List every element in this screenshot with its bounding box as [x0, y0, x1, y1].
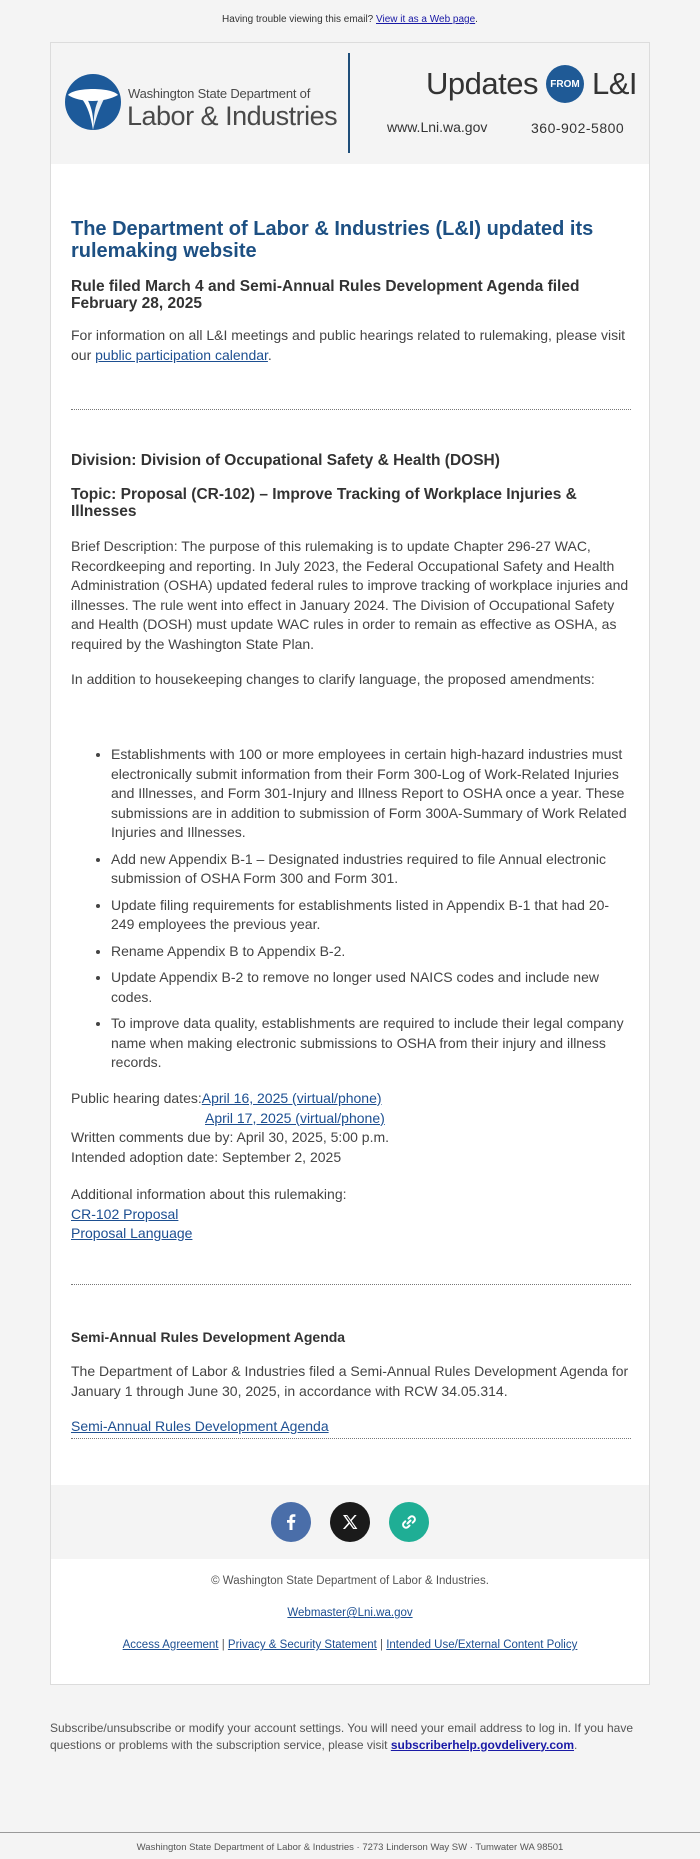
subscriber-help-link[interactable]: subscriberhelp.govdelivery.com [390, 1737, 575, 1752]
li-word: L&I [591, 66, 637, 101]
footer-divider [0, 1832, 700, 1833]
agenda-link[interactable]: Semi-Annual Rules Development Agenda [71, 1418, 329, 1434]
list-item: • Establishments with 100 or more employees in certain high-hazard industries must electronically submit information from their Form 300-Log of Work-Related Injuries and Illnesses, and Form 301-Injury and Illness Report to OSHA once a year. These submissions are in addition to submission of Form 300A-Summary of Work Related Injuries and Illnesses. [111, 745, 631, 843]
webmaster-email-link[interactable]: Webmaster@Lni.wa.gov [287, 1607, 413, 1619]
policy-links [51, 1639, 649, 1651]
agenda-text: The Department of Labor & Industries filed a Semi-Annual Rules Development Agenda for January 1 through June 30, 2025, in accordance with RCW 34.05.314. [71, 1363, 629, 1399]
header-url: www.Lni.wa.gov [387, 119, 488, 135]
topic-heading: Topic: Proposal (CR-102) – Improve Tracking of Workplace Injuries & Illnesses [71, 486, 577, 520]
amendments-intro: In addition to housekeeping changes to clarify language, the proposed amendments: [71, 671, 595, 687]
updates-word: Updates [426, 66, 538, 101]
hearing-date-link[interactable]: April 17, 2025 (virtual/phone) [205, 1109, 385, 1126]
sub-title: Rule filed March 4 and Semi-Annual Rules Development Agenda filed February 28, 2025 [71, 278, 580, 312]
agenda-heading: Semi-Annual Rules Development Agenda [71, 1329, 346, 1345]
section-divider [71, 409, 631, 410]
policy-separator: | [376, 1639, 387, 1651]
subscribe-text: Subscribe/unsubscribe or modify your account settings. You will need your email address to log in. If you have questions or problems with the subscription service, please visit [50, 1721, 633, 1752]
updates-banner [426, 65, 637, 103]
list-item: • To improve data quality, establishments are required to include their legal company name when making electronic submissions to OSHA from their injury and illness records. [111, 1014, 631, 1073]
intended-use-link[interactable]: Intended Use/External Content Policy [386, 1639, 578, 1651]
privacy-security-link[interactable]: Privacy & Security Statement [227, 1639, 377, 1651]
email-body [50, 42, 650, 1685]
cr-102-proposal-link[interactable]: CR-102 Proposal [71, 1205, 179, 1222]
intro-paragraph [71, 326, 631, 365]
x-twitter-icon[interactable] [330, 1502, 370, 1542]
access-agreement-link[interactable]: Access Agreement [122, 1639, 219, 1651]
section-divider [71, 1438, 631, 1439]
top-note-text: Having trouble viewing this email? [222, 14, 377, 25]
from-badge: FROM [546, 65, 584, 103]
view-web-page-link[interactable]: View it as a Web page [376, 14, 476, 25]
lni-logo-icon [64, 73, 122, 131]
webmaster-line [51, 1607, 649, 1619]
proposal-language-link[interactable]: Proposal Language [71, 1225, 193, 1241]
email-header [51, 43, 649, 164]
list-item: • Update filing requirements for establishments listed in Appendix B-1 that had 20-249 employees the previous year. [111, 896, 631, 935]
logo-agency-name: Labor & Industries [127, 101, 338, 131]
hearing-date-link[interactable]: April 16, 2025 (virtual/phone) [201, 1090, 382, 1106]
agenda-link-paragraph [71, 1417, 631, 1437]
subscribe-suffix: . [574, 1737, 578, 1752]
hearing-info [71, 1089, 631, 1167]
additional-info-label: Additional information about this rulemaking: [71, 1186, 347, 1202]
facebook-icon[interactable] [271, 1502, 311, 1542]
intro-suffix: . [267, 346, 272, 363]
subscribe-notice [50, 1720, 650, 1753]
main-title: The Department of Labor & Industries (L&I) updated its rulemaking website [71, 218, 594, 262]
list-item: • Add new Appendix B-1 – Designated industries required to file Annual electronic submission of OSHA Form 300 and Form 301. [111, 850, 631, 889]
amendments-list [71, 745, 631, 1080]
postal-address: Washington State Department of Labor & Industries · 7273 Linderson Way SW · Tumwater WA 98501 [136, 1842, 564, 1853]
top-note-suffix: . [475, 14, 478, 25]
copyright: © Washington State Department of Labor & Industries. [211, 1575, 489, 1587]
list-item: • Update Appendix B-2 to remove no longer used NAICS codes and include new codes. [111, 968, 631, 1007]
division-heading: Division: Division of Occupational Safety & Health (DOSH) [71, 452, 500, 469]
social-links [51, 1485, 649, 1559]
public-participation-calendar-link[interactable]: public participation calendar [95, 346, 268, 363]
policy-separator: | [218, 1639, 228, 1651]
header-divider [348, 53, 350, 153]
comments-due: Written comments due by: April 30, 2025, 5:00 p.m. [71, 1129, 390, 1145]
logo-dept-line: Washington State Department of [128, 86, 311, 101]
adoption-date: Intended adoption date: September 2, 2025 [71, 1148, 342, 1165]
top-note [0, 14, 700, 25]
rule-description: Brief Description: The purpose of this rulemaking is to update Chapter 296-27 WAC, Recordkeeping and reporting. In July 2023, the Federal Occupational Safety and Health Administration (OSHA) updated federal rules to improve tracking of workplace injuries and illnesses. The rule went into effect in January 2024. The Division of Occupational Safety and Health (DOSH) must update WAC rules in order to remain as effective as OSHA, as required by the Washington State Plan. [71, 538, 629, 652]
header-phone: 360-902-5800 [531, 120, 625, 136]
list-item: • Rename Appendix B to Appendix B-2. [111, 942, 631, 962]
section-divider [71, 1284, 631, 1285]
intro-text: For information on all L&I meetings and public hearings related to rulemaking, please visit our [71, 327, 626, 363]
hearing-label: Public hearing dates: [71, 1090, 202, 1106]
additional-info [71, 1185, 631, 1244]
share-link-icon[interactable] [389, 1502, 429, 1542]
